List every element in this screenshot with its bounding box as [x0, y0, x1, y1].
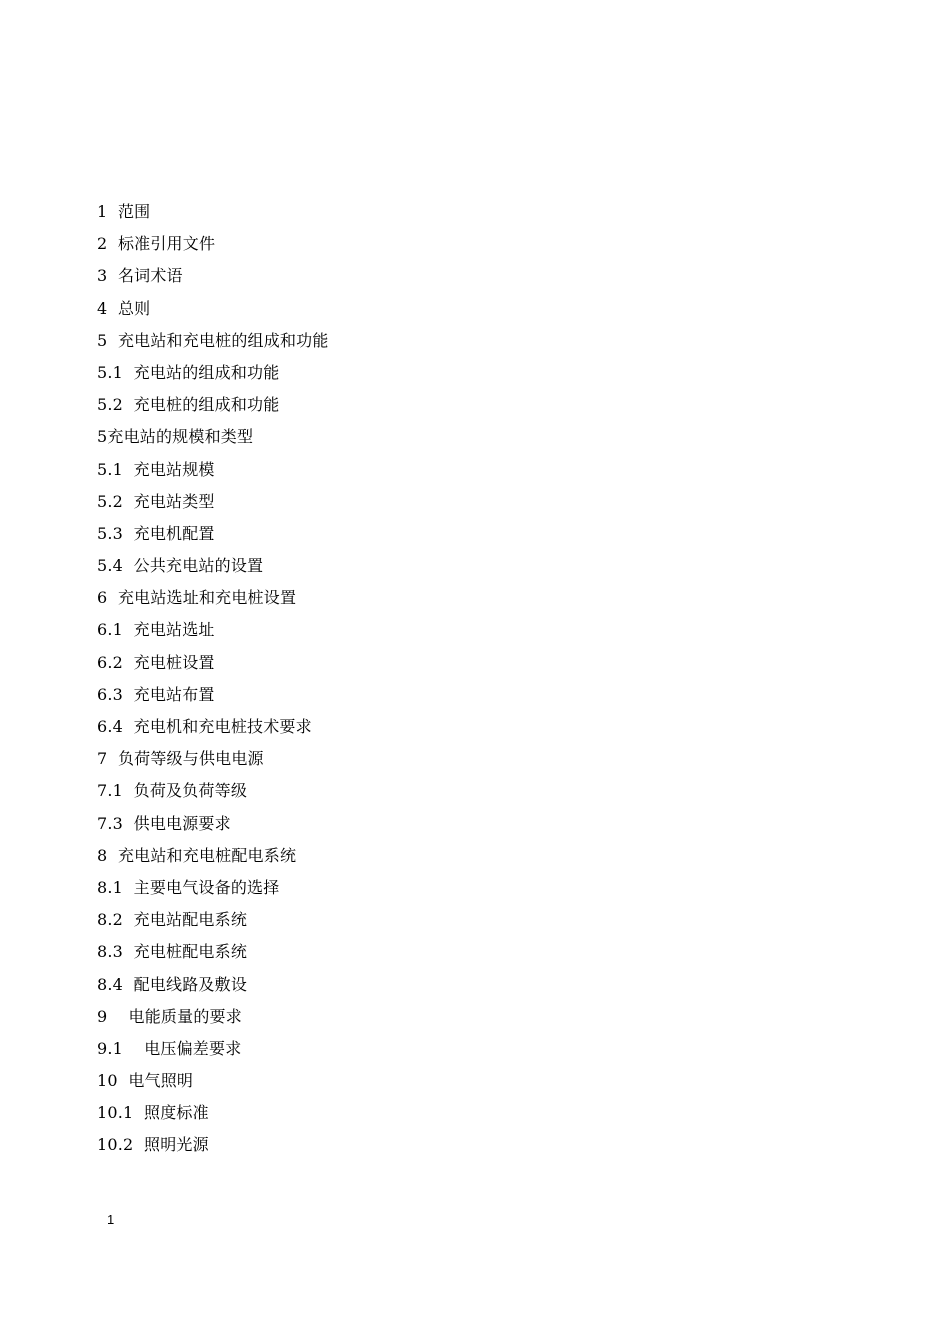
toc-entry: 9.1 电压偏差要求 [97, 1038, 242, 1058]
toc-entry: 10.1 照度标准 [97, 1103, 209, 1123]
toc-entry: 9 电能质量的要求 [97, 1006, 242, 1026]
toc-entry: 5.2 充电站类型 [97, 491, 215, 511]
toc-entry: 6.3 充电站布置 [97, 684, 215, 704]
toc-entry: 5.3 充电机配置 [97, 523, 215, 543]
toc-entry: 7.3 供电电源要求 [97, 813, 231, 833]
toc-entry: 6.2 充电桩设置 [97, 652, 215, 672]
toc-entry: 5充电站的规模和类型 [97, 427, 254, 447]
toc-entry: 2 标准引用文件 [97, 234, 216, 254]
toc-entry: 5.4 公共充电站的设置 [97, 556, 264, 576]
toc-entry: 5.2 充电桩的组成和功能 [97, 395, 280, 415]
toc-entry: 5.1 充电站的组成和功能 [97, 362, 280, 382]
toc-entry: 4 总则 [97, 298, 151, 318]
toc-entry: 8.3 充电桩配电系统 [97, 942, 248, 962]
toc-entry: 8.2 充电站配电系统 [97, 910, 248, 930]
toc-entry: 8.1 主要电气设备的选择 [97, 877, 280, 897]
toc-entry: 10 电气照明 [97, 1071, 194, 1091]
toc-entry: 1 范围 [97, 202, 151, 221]
table-of-contents [97, 196, 329, 1162]
toc-entry: 6.4 充电机和充电桩技术要求 [97, 717, 312, 736]
toc-entry: 5.1 充电站规模 [97, 459, 215, 479]
toc-entry: 7.1 负荷及负荷等级 [97, 781, 248, 801]
page-number: 1 [107, 1212, 115, 1227]
toc-entry: 3 名词术语 [97, 266, 183, 286]
toc-entry: 6 充电站选址和充电桩设置 [97, 588, 297, 608]
toc-entry: 6.1 充电站选址 [97, 620, 215, 640]
toc-entry: 8 充电站和充电桩配电系统 [97, 845, 297, 865]
toc-entry: 5 充电站和充电桩的组成和功能 [97, 330, 329, 350]
toc-entry: 7 负荷等级与供电电源 [97, 749, 264, 769]
toc-entry: 10.2 照明光源 [97, 1135, 209, 1155]
toc-entry: 8.4 配电线路及敷设 [97, 974, 248, 994]
